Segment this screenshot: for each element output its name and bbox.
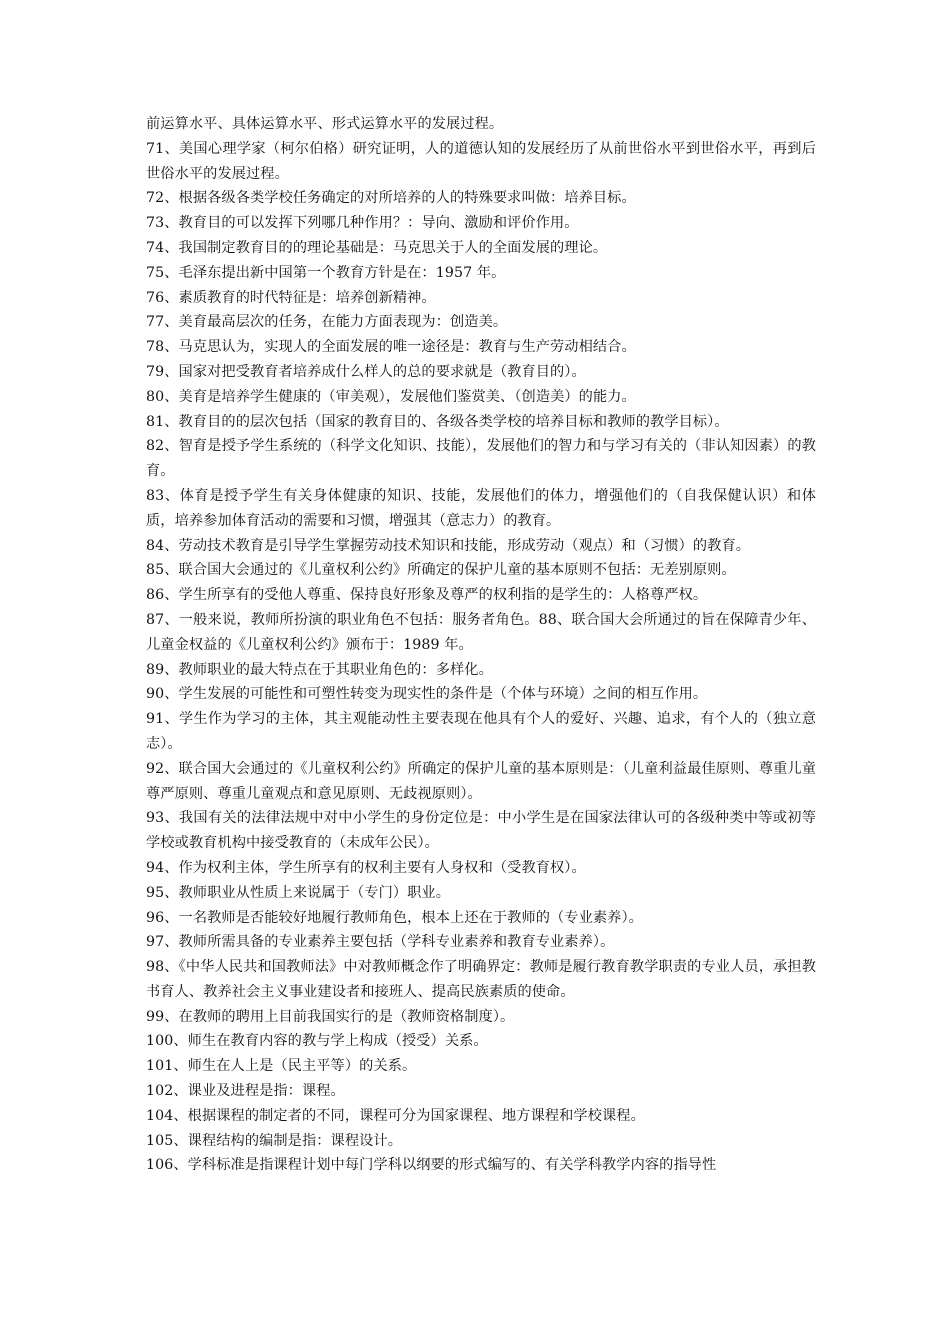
paragraph: 79、国家对把受教育者培养成什么样人的总的要求就是（教育目的）。: [146, 363, 586, 380]
paragraph: 104、根据课程的制定者的不同，课程可分为国家课程、地方课程和学校课程。: [146, 1107, 645, 1124]
paragraph: 93、我国有关的法律法规中对中小学生的身份定位是：中小学生是在国家法律认可的各级种类中等或初等学校或教育机构中接受教育的（未成年公民）。: [146, 810, 816, 852]
paragraph: 98、《中华人民共和国教师法》中对教师概念作了明确界定：教师是履行教育教学职责的专业人员，承担教书育人、教养社会主义事业建设者和接班人、提高民族素质的使命。: [146, 959, 816, 1000]
paragraph: 85、联合国大会通过的《儿童权利公约》所确定的保护儿童的基本原则不包括：无差别原则。: [146, 562, 736, 579]
paragraph: 84、劳动技术教育是引导学生掌握劳动技术知识和技能，形成劳动（观点）和（习惯）的教育。: [146, 537, 751, 554]
paragraph: 96、一名教师是否能较好地履行教师角色，根本上还在于教师的（专业素养）。: [146, 909, 643, 926]
paragraph: 75、毛泽东提出新中国第一个教育方针是在：1957 年。: [146, 264, 506, 281]
paragraph: 105、课程结构的编制是指：课程设计。: [146, 1132, 402, 1149]
paragraph: 73、教育目的可以发挥下列哪几种作用？：导向、激励和评价作用。: [146, 215, 579, 232]
paragraph: 92、联合国大会通过的《儿童权利公约》所确定的保护儿童的基本原则是：（儿童利益最佳原则、尊重儿童尊严原则、尊重儿童观点和意见原则、无歧视原则）。: [146, 760, 816, 802]
paragraph: 101、师生在人上是（民主平等）的关系。: [146, 1058, 417, 1075]
paragraph: 87、一般来说，教师所扮演的职业角色不包括：服务者角色。88、联合国大会所通过的旨在保障青少年、儿童金权益的《儿童权利公约》颁布于：1989 年。: [146, 611, 816, 653]
paragraph: 102、课业及进程是指：课程。: [146, 1083, 345, 1100]
paragraph: 86、学生所享有的受他人尊重、保持良好形象及尊严的权利指的是学生的：人格尊严权。: [146, 587, 708, 604]
paragraph: 106、学科标准是指课程计划中每门学科以纲要的形式编写的、有关学科教学内容的指导性: [146, 1157, 717, 1174]
paragraph: 前运算水平、具体运算水平、形式运算水平的发展过程。: [146, 116, 504, 132]
paragraph: 90、学生发展的可能性和可塑性转变为现实性的条件是（个体与环境）之间的相互作用。: [146, 686, 708, 703]
paragraph: 97、教师所需具备的专业素养主要包括（学科专业素养和教育专业素养）。: [146, 934, 615, 951]
paragraph: 81、教育目的的层次包括（国家的教育目的、各级各类学校的培养目标和教师的教学目标）。: [146, 413, 729, 430]
paragraph: 99、在教师的聘用上目前我国实行的是（教师资格制度）。: [146, 1008, 515, 1025]
paragraph: 89、教师职业的最大特点在于其职业角色的：多样化。: [146, 661, 493, 678]
paragraph: 78、马克思认为，实现人的全面发展的唯一途径是：教育与生产劳动相结合。: [146, 339, 636, 356]
paragraph: 82、智育是授予学生系统的（科学文化知识、技能），发展他们的智力和与学习有关的（非认知因素）的教育。: [146, 438, 816, 480]
paragraph: 76、素质教育的时代特征是：培养创新精神。: [146, 289, 436, 306]
paragraph: 100、师生在教育内容的教与学上构成（授受）关系。: [146, 1033, 488, 1050]
paragraph: 77、美育最高层次的任务，在能力方面表现为：创造美。: [146, 314, 508, 331]
paragraph: 91、学生作为学习的主体，其主观能动性主要表现在他具有个人的爱好、兴趣、追求，有个人的（独立意志）。: [146, 711, 816, 752]
document-body: [146, 112, 816, 1178]
paragraph: 80、美育是培养学生健康的（审美观），发展他们鉴赏美、（创造美）的能力。: [146, 388, 636, 405]
paragraph: 94、作为权利主体，学生所享有的权利主要有人身权和（受教育权）。: [146, 859, 586, 876]
paragraph: 71、美国心理学家（柯尔伯格）研究证明，人的道德认知的发展经历了从前世俗水平到世俗水平，再到后世俗水平的发展过程。: [146, 140, 816, 182]
paragraph: 83、体育是授予学生有关身体健康的知识、技能，发展他们的体力，增强他们的（自我保健认识）和体质，培养参加体育活动的需要和习惯，增强其（意志力）的教育。: [146, 487, 816, 529]
paragraph: 74、我国制定教育目的的理论基础是：马克思关于人的全面发展的理论。: [146, 239, 608, 256]
paragraph: 72、根据各级各类学校任务确定的对所培养的人的特殊要求叫做：培养目标。: [146, 190, 636, 207]
paragraph: 95、教师职业从性质上来说属于（专门）职业。: [146, 884, 451, 901]
